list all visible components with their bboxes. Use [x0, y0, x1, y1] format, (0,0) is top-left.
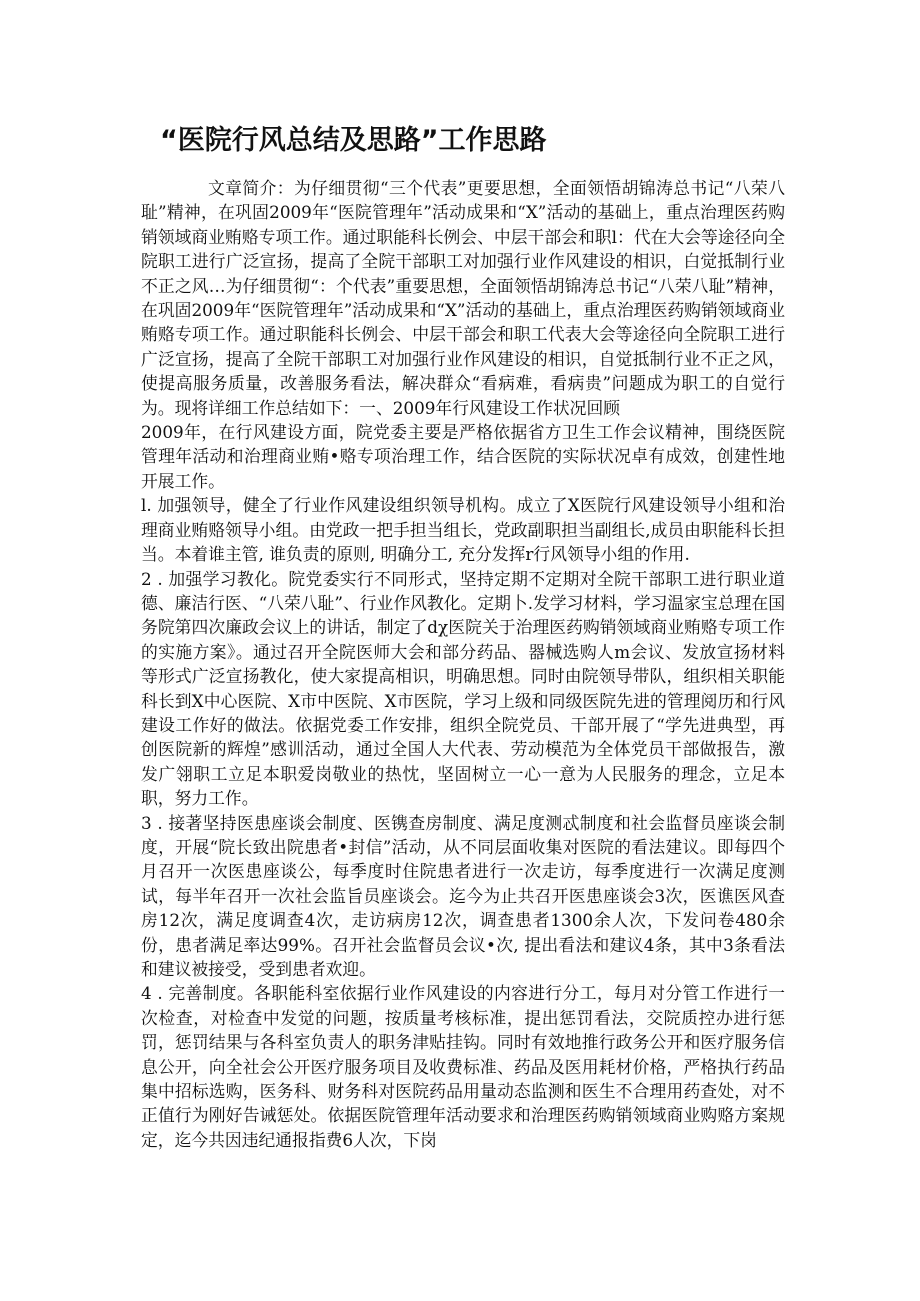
document-title: “医院行风总结及思路”工作思路 [160, 125, 547, 156]
document-body [141, 176, 785, 1152]
intro-paragraph: 文章简介：为仔细贯彻“三个代表”更要思想，全面领悟胡锦涛总书记“八荣八耻”精神，在巩固2009年“医院管理年”活动成果和“X”活动的基础上，重点治理医药购销领域商业贿赂专项工作。通过职能科长例会、中层干部会和职l：代在大会等途径向全院职工进行广泛宣扬，提高了全院干部职工对加强行业作风建设的相识，白觉抵制行业不正之风…为仔细贯彻“：个代表”重要思想，全面领悟胡锦涛总书记“八荣八耻”精神，在巩固2009年“医院管理年”活动成果和“X”活动的基础上，重点治理医药购销领域商业贿赂专项工作。通过职能科长例会、中层干部会和职工代表大会等途径向全院职工进行广泛宣扬，提高了全院干部职工对加强行业作风建设的相识，自觉抵制行业不正之风，使提高服务质量，改善服务看法，解决群众“看病难，看病贵”问题成为职工的自觉行为。现将详细工作总结如下：一、2009年行风建设工作状况回顾 [141, 178, 785, 418]
section-3-feedback-paragraph: 3 . 接著坚持医患座谈会制度、医镌查房制度、满足度测忒制度和社会监督员座谈会制度，开展“院长致出院患者•封信”活动，从不同层面收集对医院的看法建议。即每四个月召开一次医患座谈公，每季度时住院患者进行一次走访，每季度进行一次满足度测试，每半年召开一次社会监旨员座谈会。迄今为止共召开医患座谈会3次，医谯医风查房12次，满足度调查4次，走访病房12次，调查患者1300余人次，下发问卷480余份，患者满足率达99%。召开社会监督员会议•次, 提出看法和建议4条，其中3条看法和建议被接受，受到患者欢迎。 [141, 812, 785, 979]
section-2-education-paragraph: 2 . 加强学习教化。院党委实行不同形式，坚持定期不定期对全院干部职工进行职业道德、廉洁行医、“八荣八耻”、行业作风教化。定期卜.发学习材料，学习温家宝总理在国务院第四次廉政会议上的讲话，制定了dχ医院关于治理医药购销领域商业贿赂专项工作的实施方案》。通过召开全院医师大会和部分药品、器械选购人m会议、发放宣扬材料等形式广泛宣扬教化，使大家提高相识，明确思想。同时由院领导带队，组织相关职能科长到X中心医院、X市中医院、X市医院，学习上级和同级医院先进的管理阅历和行风建设工作好的做法。依据党委工作安排，组织全院党员、干部开展了“学先进典型，再创医院新的辉煌”感训活动，通过全国人大代表、劳动模范为全体党员干部做报告，激发广翎职工立足本职爱岗敬业的热忱，坚固树立一心一意为人民服务的理念，立足本职，努力工作。 [141, 568, 785, 809]
review-paragraph: 2009年，在行风建设方面，院党委主要是严格依据省方卫生工作会议精神，围绕医院管理年活动和治理商业贿•赂专项治理工作，结合医院的实际状况卓有成效，创建性地开展工作。 [141, 422, 785, 491]
section-1-leadership-paragraph: l. 加强领导，健全了行业作风建设组织领导机构。成立了X医院行风建设领导小组和治理商业贿赂领导小组。由党政一把手担当组长，党政副职担当副组长,成员由职能科长担当。本着谁主管, 谁负责的原则, 明确分工, 充分发挥r行风领导小组的作用. [141, 495, 785, 565]
section-4-regulation-paragraph: 4 . 完善制度。各职能科室依据行业作风建设的内容进行分工，每月对分管工作进行一次检查，对检查中发觉的问题，按质量考核标准，提出惩罚看法，交院质控办进行惩罚，惩罚结果与各科室负责人的职务津贴挂钩。同时有效地推行政务公开和医疗服务信息公开，向全社会公开医疗服务项目及收费标准、药品及医用耗材价格，严格执行药品集中招标选购，医务科、财务科对医院药品用量动态监测和医生不合理用药查处，对不正值行为刚好告诫惩处。依据医院管理年活动要求和治理医药购销领域商业购赂方案规定，迄今共因违纪通报指费6人次，下岗 [141, 983, 785, 1150]
